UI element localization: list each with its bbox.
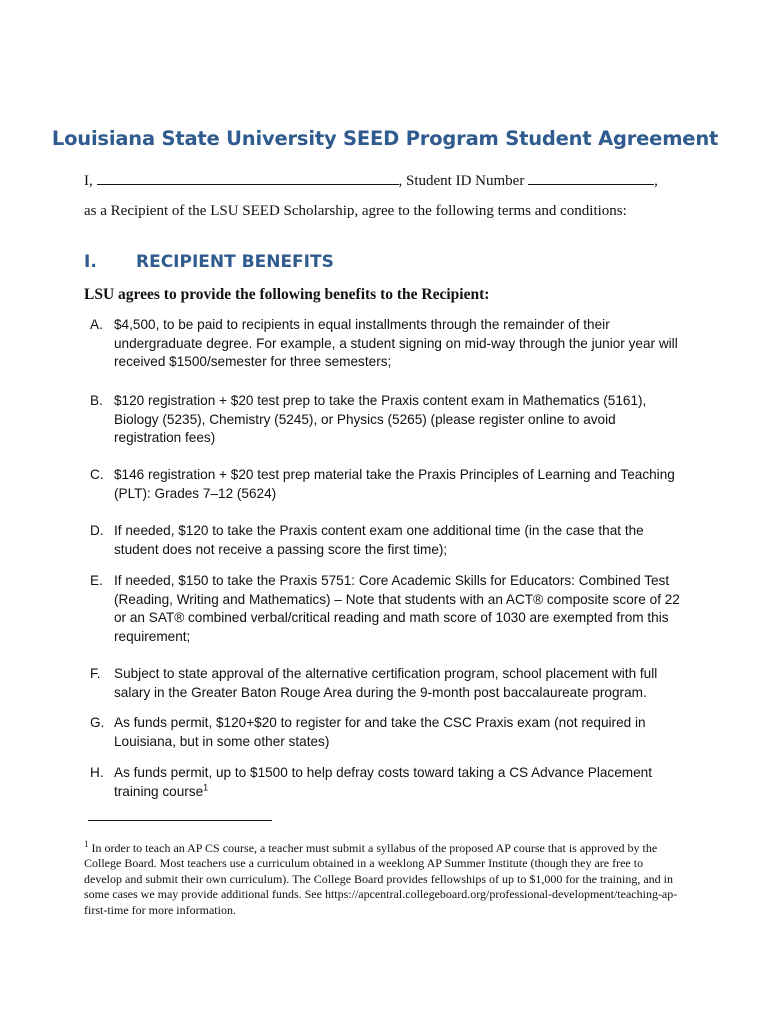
item-text: $4,500, to be paid to recipients in equal installments through the remainder of their undergraduate degree. For example, a student signing on mid-way through the junior year will received $1500/semester for three semesters; bbox=[114, 317, 678, 370]
item-text: If needed, $120 to take the Praxis content exam one additional time (in the case that the student does not receive a passing score the first time); bbox=[114, 523, 644, 557]
item-text: Subject to state approval of the alternative certification program, school placement with full salary in the Greater Baton Rouge Area during the 9-month post baccalaureate program. bbox=[114, 666, 658, 700]
section-title: RECIPIENT BENEFITS bbox=[136, 252, 334, 272]
footnote-divider bbox=[88, 820, 272, 821]
recipient-prefix: I, bbox=[84, 173, 93, 189]
footnote-marker: 1 bbox=[84, 839, 89, 849]
recipient-suffix: , bbox=[654, 173, 658, 189]
item-letter: C. bbox=[90, 467, 104, 482]
item-text: $146 registration + $20 test prep material take the Praxis Principles of Learning and Teaching (PLT): Grades 7–12 (5624) bbox=[114, 467, 675, 501]
footnote-reference[interactable]: 1 bbox=[203, 782, 209, 793]
student-id-blank[interactable] bbox=[528, 170, 654, 185]
item-text bbox=[114, 764, 684, 801]
item-letter: F. bbox=[90, 666, 101, 681]
item-letter: D. bbox=[90, 523, 104, 538]
student-id-label: , Student ID Number bbox=[398, 173, 525, 189]
recipient-name-blank[interactable] bbox=[97, 170, 399, 185]
item-letter: B. bbox=[90, 393, 103, 408]
item-letter: A. bbox=[90, 317, 103, 332]
agreement-statement: as a Recipient of the LSU SEED Scholarship, agree to the following terms and conditions: bbox=[84, 203, 627, 219]
section-number: I. bbox=[84, 252, 97, 272]
item-text: As funds permit, $120+$20 to register for and take the CSC Praxis exam (not required in Louisiana, but in some other states) bbox=[114, 715, 646, 749]
document-title: Louisiana State University SEED Program Student Agreement bbox=[51, 127, 719, 150]
section-heading bbox=[84, 252, 334, 272]
item-text-body: As funds permit, up to $1500 to help defray costs toward taking a CS Advance Placement training course bbox=[114, 765, 653, 799]
benefits-subheading: LSU agrees to provide the following benefits to the Recipient: bbox=[84, 286, 490, 303]
item-letter: E. bbox=[90, 573, 103, 588]
item-text: If needed, $150 to take the Praxis 5751: Core Academic Skills for Educators: Combined Test (Reading, Writing and Mathematics) – Note that students with an ACT® composite score of 22 or an SAT® combined verbal/critical reading and math score of 1030 are exempted from this requirement; bbox=[114, 573, 680, 644]
item-letter: G. bbox=[90, 715, 105, 730]
item-letter: H. bbox=[90, 765, 104, 780]
item-text: $120 registration + $20 test prep to take the Praxis content exam in Mathematics (5161), Biology (5235), Chemistry (5245), or Physics (5265) (please register online to avoid registration fees) bbox=[114, 393, 647, 446]
footnote-text: In order to teach an AP CS course, a teacher must submit a syllabus of the proposed AP course that is approved by the College Board. Most teachers use a curriculum obtained in a weeklong AP Summer Institute (though they are free to develop and submit their own curriculum). The College Board provides fellowships of up to $1,000 for the training, and in some cases we may provide additional funds. See https://apcentral.collegeboard.org/professional-development/teaching-ap-first-time for more information. bbox=[84, 841, 678, 917]
recipient-line bbox=[84, 170, 684, 192]
footnote bbox=[84, 841, 684, 918]
